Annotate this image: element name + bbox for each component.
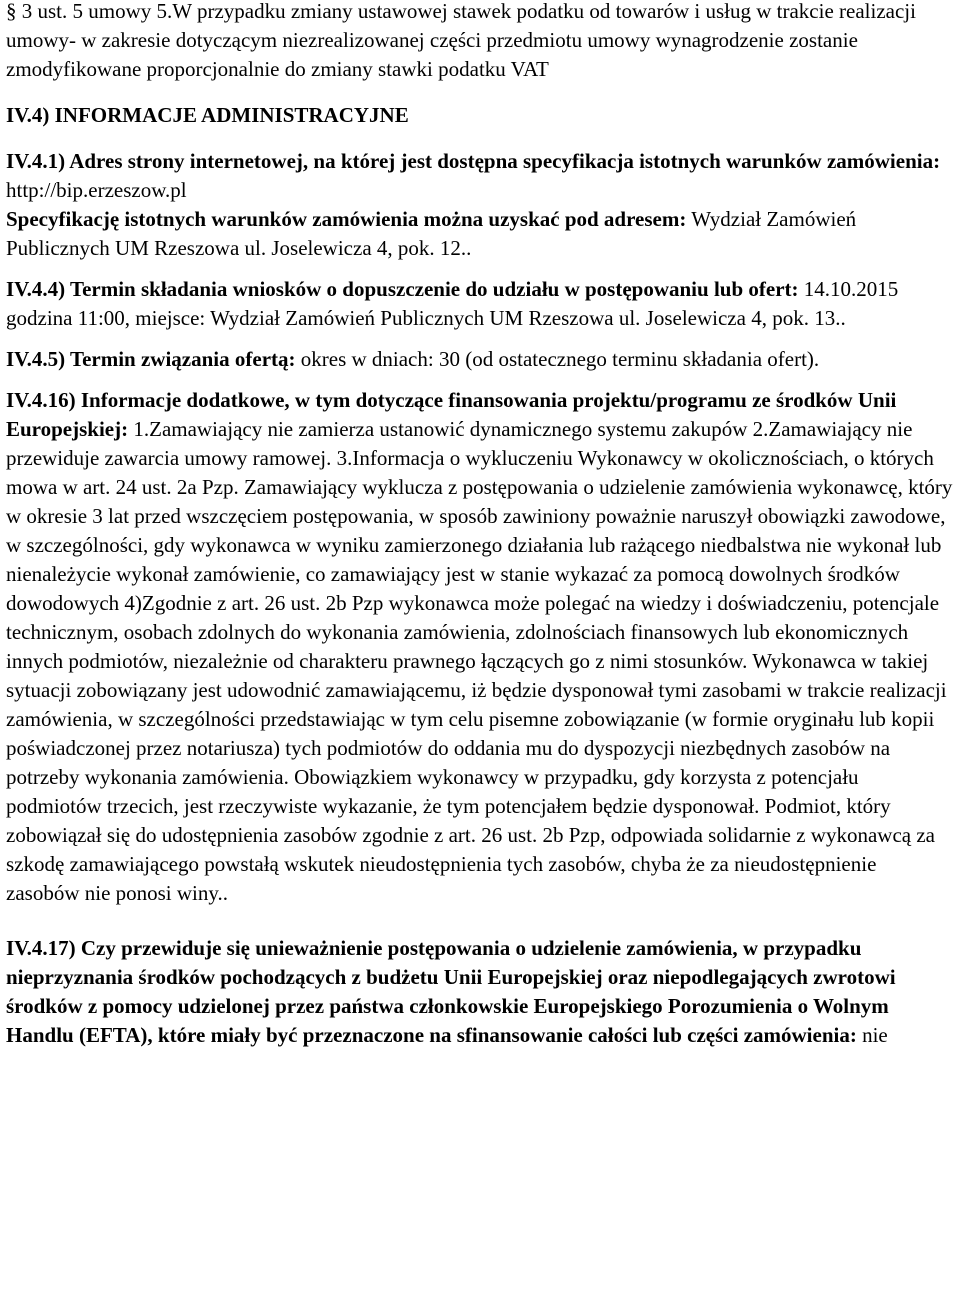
section-iv41 bbox=[6, 147, 954, 205]
section-iv45 bbox=[6, 345, 954, 374]
section-heading-administrative: IV.4) INFORMACJE ADMINISTRACYJNE bbox=[6, 103, 409, 127]
section-iv417-label: IV.4.17) Czy przewiduje się unieważnienie postępowania o udzielenie zamówienia, w przypadku nieprzyznania środków pochodzących z budżetu Unii Europejskiej oraz niepodlegających zwrotowi środków z pomocy udzielonej przez państwa członkowskie Europejskiego Porozumienia o Wolnym Handlu (EFTA), które miały być przeznaczone na sfinansowanie całości lub części zamówienia: bbox=[6, 936, 896, 1047]
section-iv44-value: 14.10.2015 godzina 11:00, miejsce: Wydział Zamówień Publicznych UM Rzeszowa ul. Joselewicza 4, pok. 13.. bbox=[6, 277, 899, 330]
section-iv44-label: IV.4.4) Termin składania wniosków o dopuszczenie do udziału w postępowaniu lub ofert: bbox=[6, 277, 799, 301]
section-iv41-siwz bbox=[6, 205, 954, 263]
section-iv416-value: 1.Zamawiający nie zamierza ustanowić dynamicznego systemu zakupów 2.Zamawiający nie przewiduje zawarcia umowy ramowej. 3.Informacja o wykluczeniu Wykonawcy w okolicznościach, o których mowa w art. 24 ust. 2a Pzp. Zamawiający wyklucza z postępowania o udzielenie zamówienia wykonawcę, który w okresie 3 lat przed wszczęciem postępowania, w sposób zawiniony poważnie naruszył obowiązki zawodowe, w szczególności, gdy wykonawca w wyniku zamierzonego działania lub rażącego niedbalstwa nie wykonał lub nienależycie wykonał zamówienie, co zamawiający jest w stanie wykazać za pomocą dowolnych środków dowodowych 4)Zgodnie z art. 26 ust. 2b Pzp wykonawca może polegać na wiedzy i doświadczeniu, potencjale technicznym, osobach zdolnych do wykonania zamówienia, zdolnościach finansowych lub ekonomicznych innych podmiotów, niezależnie od charakteru prawnego łączących go z nimi stosunków. Wykonawca w takiej sytuacji zobowiązany jest udowodnić zamawiającemu, iż będzie dysponował tymi zasobami w trakcie realizacji zamówienia, w szczególności przedstawiając w tym celu pisemne zobowiązanie (w formie oryginału lub kopii poświadczonej przez notariusza) tych podmiotów do oddania mu do dyspozycji niezbędnych zasobów na potrzeby wykonania zamówienia. Obowiązkiem wykonawcy w przypadku, gdy korzysta z potencjału podmiotów trzecich, jest rzeczywiste wykazanie, że tym potencjałem będzie dysponował. Podmiot, który zobowiązał się do udostępnienia zasobów zgodnie z art. 26 ust. 2b Pzp, odpowiada solidarnie z wykonawcą za szkodę zamawiającego powstałą wskutek nieudostępnienia tych zasobów, chyba że za nieudostępnienie zasobów nie ponosi winy.. bbox=[6, 417, 953, 905]
section-iv416-label: IV.4.16) Informacje dodatkowe, w tym dotyczące finansowania projektu/programu ze środków Unii Europejskiej: bbox=[6, 388, 897, 441]
section-iv45-label: IV.4.5) Termin związania ofertą: bbox=[6, 347, 296, 371]
section-iv41-value: http://bip.erzeszow.pl bbox=[6, 178, 187, 202]
section-iv45-value: okres w dniach: 30 (od ostatecznego terminu składania ofert). bbox=[295, 347, 820, 371]
contract-clause-paragraph: § 3 ust. 5 umowy 5.W przypadku zmiany ustawowej stawek podatku od towarów i usług w trakcie realizacji umowy- w zakresie dotyczącym niezrealizowanej części przedmiotu umowy wynagrodzenie zostanie zmodyfikowane proporcjonalnie do zmiany stawki podatku VAT bbox=[6, 0, 916, 81]
section-iv416 bbox=[6, 386, 954, 908]
section-iv41-siwz-value: Wydział Zamówień Publicznych UM Rzeszowa ul. Joselewicza 4, pok. 12.. bbox=[6, 207, 857, 260]
section-iv417-value: nie bbox=[856, 1023, 888, 1047]
section-iv44 bbox=[6, 275, 954, 333]
section-iv41-siwz-label: Specyfikację istotnych warunków zamówienia można uzyskać pod adresem: bbox=[6, 207, 687, 231]
section-iv41-label: IV.4.1) Adres strony internetowej, na której jest dostępna specyfikacja istotnych warunków zamówienia: bbox=[6, 149, 941, 173]
section-iv417 bbox=[6, 934, 954, 1050]
